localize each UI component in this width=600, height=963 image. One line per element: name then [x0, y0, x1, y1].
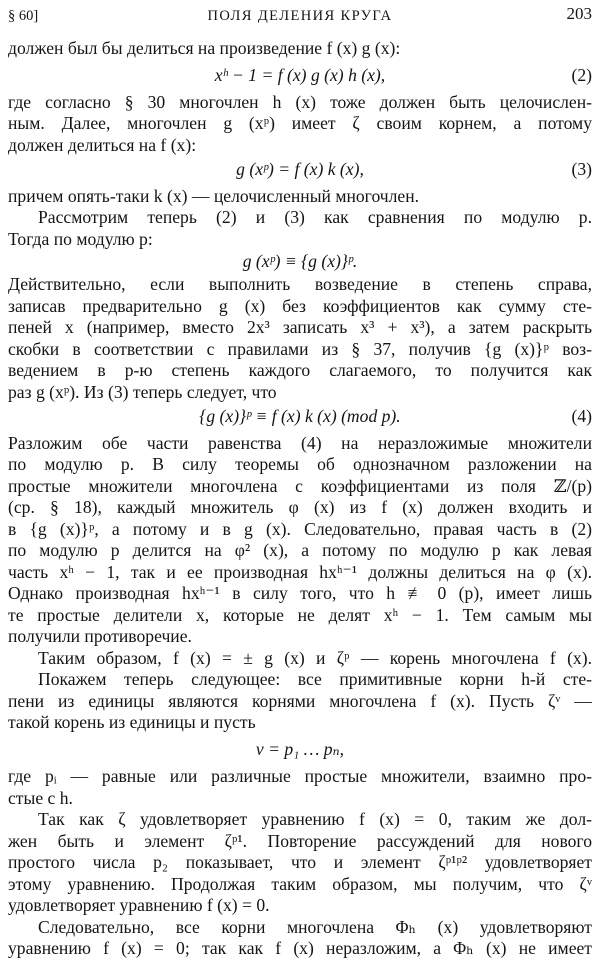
text-line: в {g (x)}ᵖ, а потому и в g (x). Следовательно, правая часть в (2) [8, 519, 592, 539]
chapter-title: ПОЛЯ ДЕЛЕНИЯ КРУГА [207, 8, 393, 24]
text-line: простого числа p₂ показывает, что и элемент ζᵖ¹ᵖ² удовлетворяет [8, 852, 592, 872]
text-line: где согласно § 30 многочлен h (x) тоже должен быть целочислен- [8, 92, 592, 112]
text-line: пеней x (например, вместо 2x³ записать x³ + x³), а затем раскрыть [8, 317, 592, 337]
text-line: жен быть и элемент ζᵖ¹. Повторение рассуждений для нового [8, 831, 592, 851]
equation-formula: ν = p₁ … pₙ, [255, 739, 345, 759]
text-line: по модулю p делится на φ² (x), а потому по модулю p как левая [8, 540, 592, 560]
text-line: Разложим обе части равенства (4) на неразложимые множители [8, 433, 592, 453]
equation-number: (3) [571, 159, 592, 179]
equation-formula: g (xᵖ) ≡ {g (x)}ᵖ. [242, 251, 358, 271]
text-line: (ср. § 18), каждый множитель φ (x) из f (x) должен входить и [8, 497, 592, 517]
equation [8, 248, 592, 274]
text-line: Рассмотрим теперь (2) и (3) как сравнения по модулю p. [38, 207, 592, 227]
text-line: уравнению f (x) = 0; так как f (x) неразложим, а Φₕ (x) не имеет [8, 938, 592, 958]
text-line: Действительно, если выполнить возведение в степень справа, [8, 274, 592, 294]
text-line: скобки в соответствии с правилами из § 37, получив {g (x)}ᵖ воз- [8, 339, 592, 359]
equation [8, 156, 592, 182]
text-line: ным. Далее, многочлен g (xᵖ) имеет ζ своим корнем, а потому [8, 113, 592, 133]
text-line: простые множители многочлена с коэффициентами из поля ℤ/(p) [8, 476, 592, 496]
text-line: этому уравнению. Продолжая таким образом, мы получим, что ζᵛ [8, 874, 592, 894]
text-line: причем опять-таки k (x) — целочисленный многочлен. [8, 186, 420, 206]
text-line: стые с h. [8, 788, 73, 808]
text-line: ведением в p-ю степень каждого слагаемого, то получится как [8, 360, 592, 380]
equation-formula: g (xᵖ) = f (x) k (x), [236, 159, 364, 179]
equation-formula: xʰ − 1 = f (x) g (x) h (x), [214, 65, 386, 85]
equation-number: (4) [571, 406, 592, 426]
text-line: удовлетворяет уравнению f (x) = 0. [8, 895, 270, 915]
page-number: 203 [566, 4, 592, 23]
text-line: по модулю p. В силу теоремы об однозначном разложении на [8, 454, 592, 474]
text-line: Тогда по модулю p: [8, 229, 153, 249]
text-line: получили противоречие. [8, 626, 192, 646]
text-line: должен делиться на f (x): [8, 135, 197, 155]
text-line: Следовательно, все корни многочлена Φₕ (x) удовлетворяют [38, 917, 592, 937]
text-line: записав предварительно g (x) без коэффициентов как сумму сте- [8, 296, 592, 316]
text-line: Покажем теперь следующее: все примитивные корни h-й сте- [38, 669, 592, 689]
text-line: такой корень из единицы и пусть [8, 712, 256, 732]
equation-formula: {g (x)}ᵖ ≡ f (x) k (x) (mod p). [199, 406, 401, 426]
text-line: должен был бы делиться на произведение f (x) g (x): [8, 38, 401, 58]
equation [8, 736, 592, 762]
text-line: Так как ζ удовлетворяет уравнению f (x) = 0, таким же дол- [38, 809, 592, 829]
text-line: Таким образом, f (x) = ± g (x) и ζᵖ — корень многочлена f (x). [38, 648, 592, 668]
section-reference: § 60] [8, 8, 39, 24]
text-line: те простые делители x, которые не делят xʰ − 1. Тем самым мы [8, 605, 592, 625]
text-line: где pᵢ — равные или различные простые множители, взаимно про- [8, 766, 592, 786]
running-header [8, 4, 592, 28]
text-line: пени из единицы являются корнями многочлена f (x). Пусть ζᵛ — [8, 691, 592, 711]
equation [8, 403, 592, 429]
equation [8, 62, 592, 88]
text-line: часть xʰ − 1, так и ее производная hxʰ⁻¹ должны делиться на φ (x). [8, 562, 592, 582]
text-line: раз g (xᵖ). Из (3) теперь следует, что [8, 382, 277, 402]
text-line: Однако производная hxʰ⁻¹ в силу того, что h ≢ 0 (p), имеет лишь [8, 583, 592, 603]
equation-number: (2) [571, 65, 592, 85]
